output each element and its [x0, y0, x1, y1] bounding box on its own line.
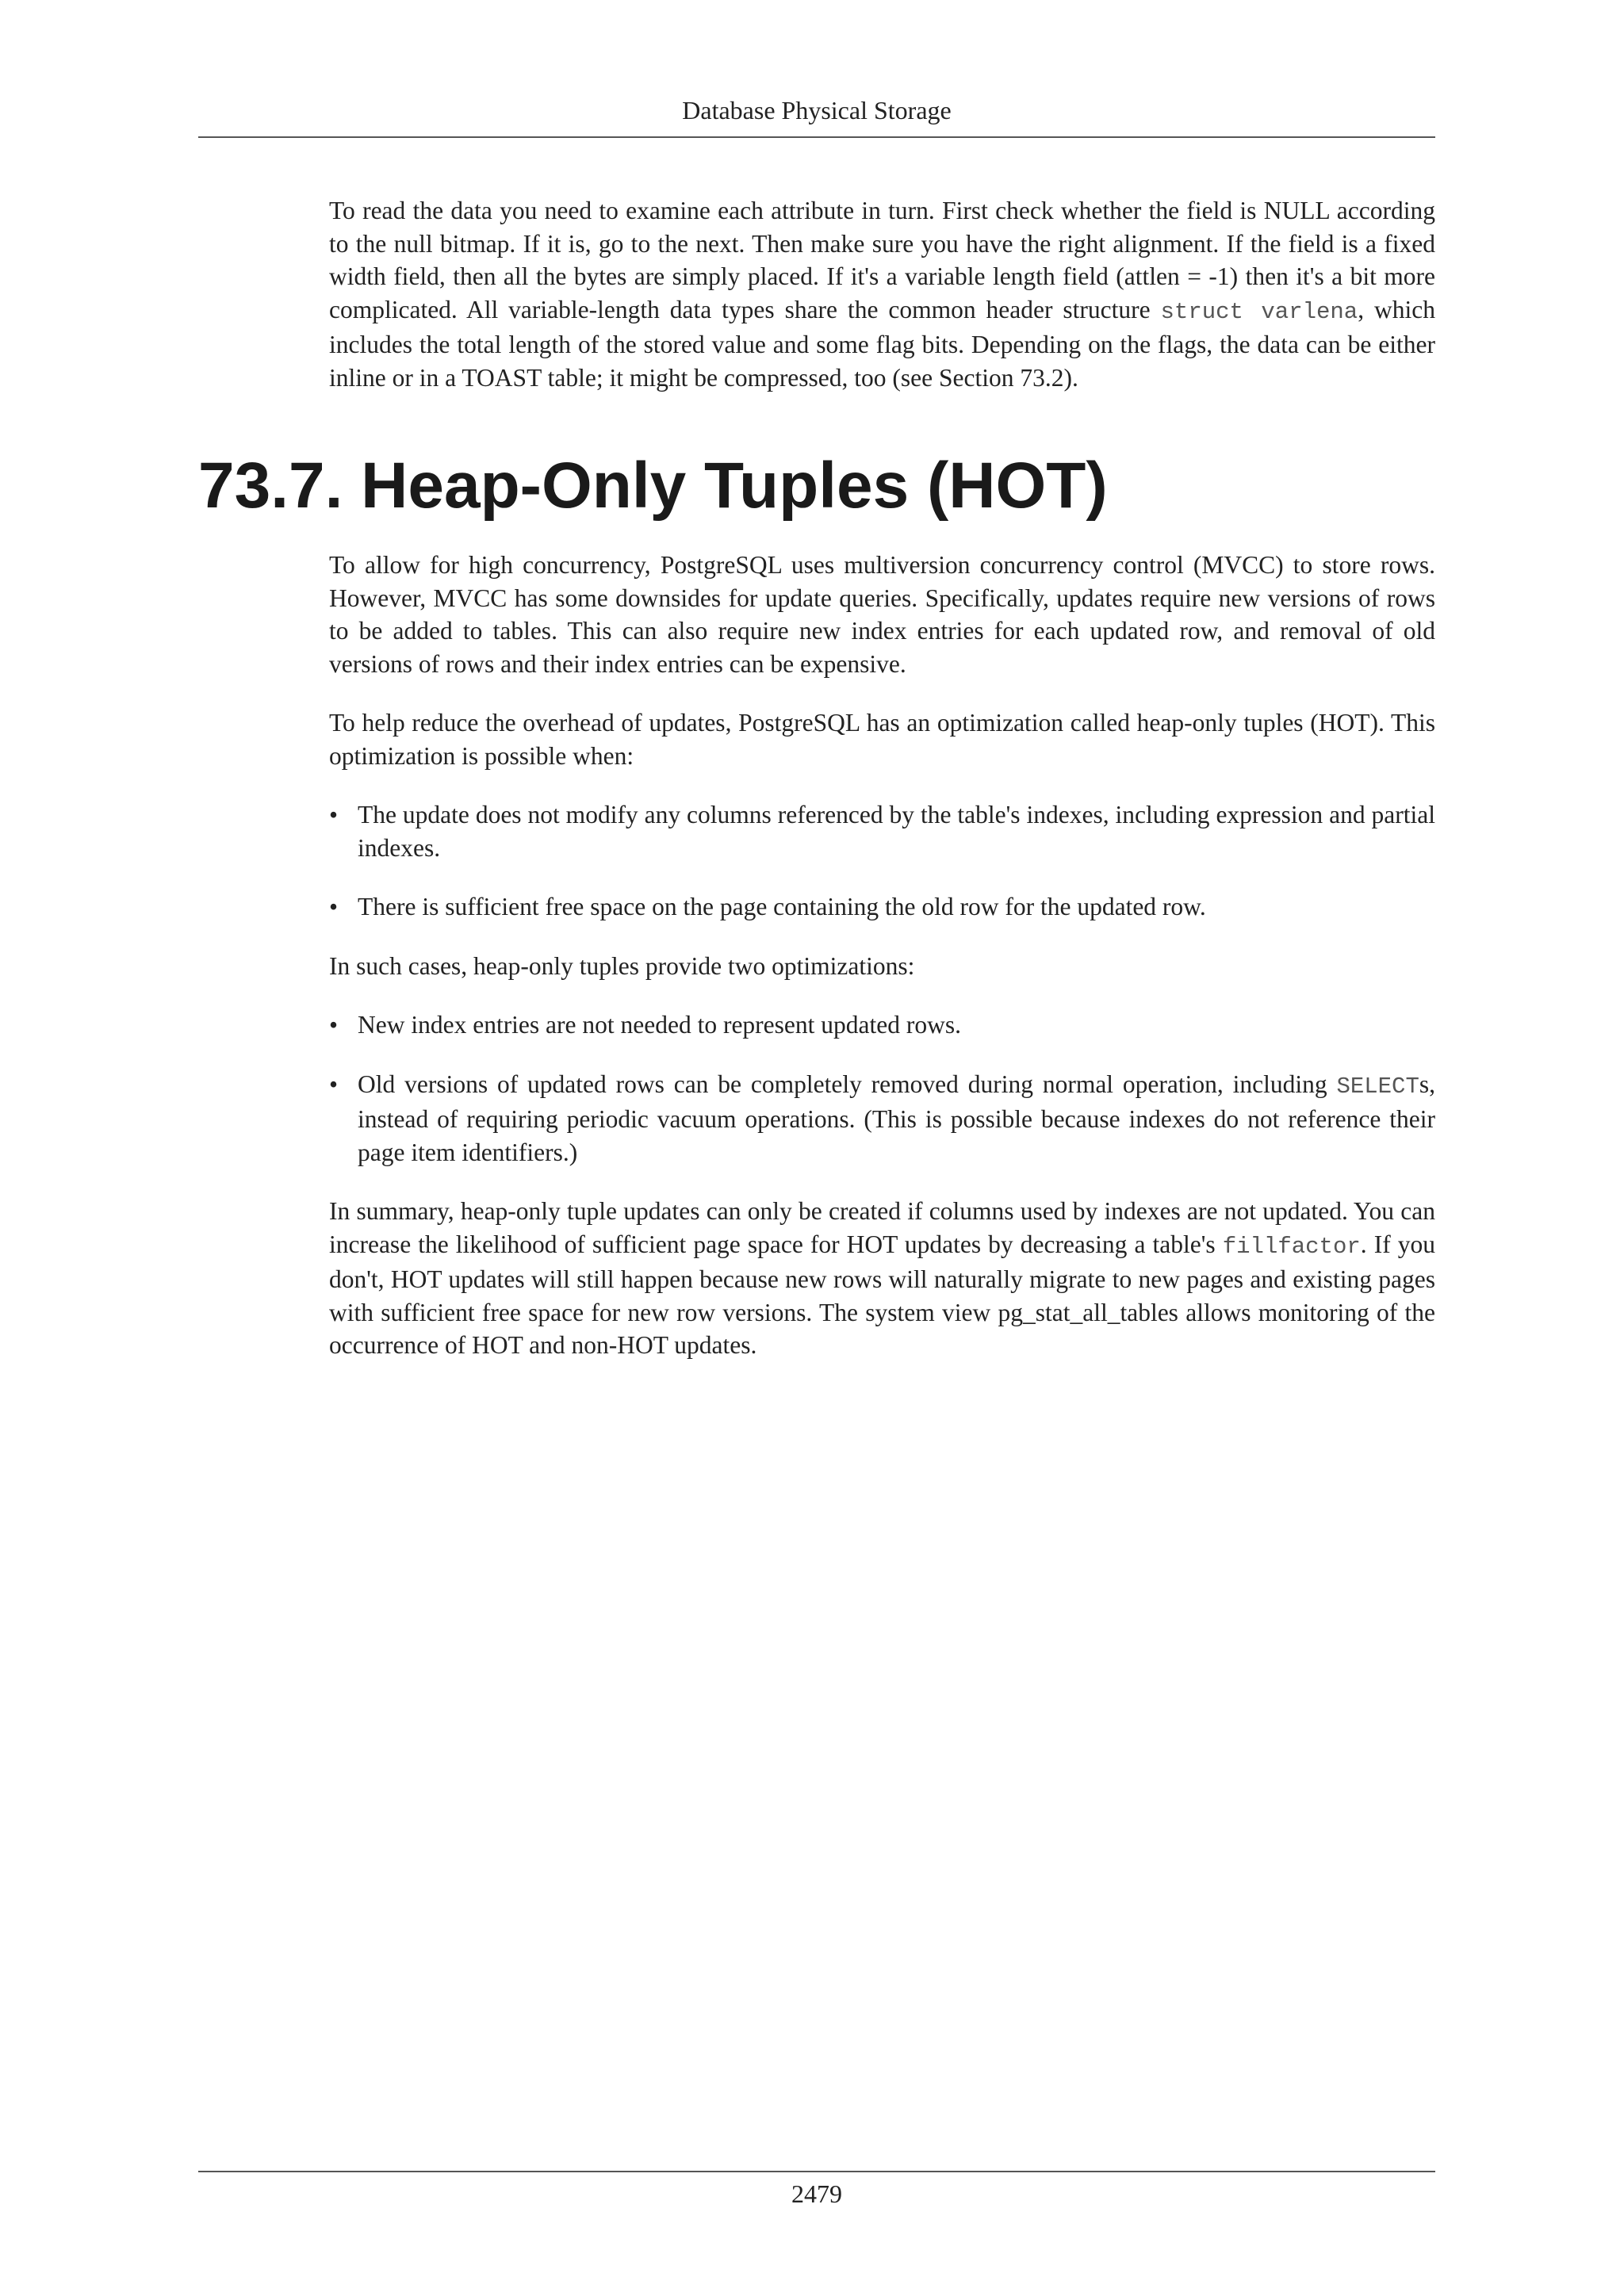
- condition-text: There is sufficient free space on the page containing the old row for the updated row.: [358, 893, 1206, 920]
- condition-text: The update does not modify any columns referenced by the table's indexes, including expression and partial indexes.: [358, 801, 1435, 862]
- section-body: [329, 549, 1435, 1388]
- bullet-icon: •: [329, 1011, 339, 1039]
- summary-text-b: . If you don't, HOT updates will still happen because new rows will naturally migrate to new pages and existing pages with sufficient free space for new row versions. The system view pg_stat_all_tables allows monitoring of the occurrence of HOT and non-HOT updates.: [329, 1230, 1435, 1359]
- paragraph-mvcc: To allow for high concurrency, PostgreSQL uses multiversion concurrency control (MVCC) to store rows. However, MVCC has some downsides for update queries. Specifically, updates require new versions of rows to be added to tables. This can also require new index entries for each updated row, and removal of old versions of rows and their index entries can be expensive.: [329, 551, 1435, 678]
- header-rule: [198, 136, 1435, 138]
- optimization-text: New index entries are not needed to represent updated rows.: [358, 1011, 961, 1039]
- footer-rule: [198, 2171, 1435, 2172]
- select-code: SELECT: [1336, 1073, 1419, 1100]
- intro-text-a: To read the data you need to examine each attribute in turn. First check whether the field is NULL according to the null bitmap. If it is, go to the next. Then make sure you have the right alignment. If the field is a fixed width field, then all the bytes are simply placed. If it's a variable length field (attlen = -1) then it's a bit more complicated. All variable-length data types share the common header structure: [329, 197, 1435, 323]
- bullet-icon: •: [329, 1070, 339, 1098]
- section-title: 73.7. Heap-Only Tuples (HOT): [198, 450, 1108, 522]
- list-item: [329, 1068, 1435, 1169]
- fillfactor-code: fillfactor: [1222, 1233, 1361, 1260]
- paragraph-summary: [329, 1195, 1435, 1362]
- optimizations-list: [329, 1008, 1435, 1169]
- intro-block: [329, 194, 1435, 420]
- intro-paragraph: [329, 194, 1435, 394]
- paragraph-optimizations-intro: In such cases, heap-only tuples provide two optimizations:: [329, 951, 915, 980]
- paragraph-hot-intro: To help reduce the overhead of updates, PostgreSQL has an optimization called heap-only tuples (HOT). This optimization is possible when:: [329, 709, 1435, 770]
- optimization-text-a: Old versions of updated rows can be completely removed during normal operation, including: [358, 1070, 1337, 1098]
- running-header: Database Physical Storage: [682, 96, 952, 124]
- bullet-icon: •: [329, 893, 339, 920]
- optimization-text-b: s, instead of requiring periodic vacuum operations. (This is possible because indexes do not reference their page item identifiers.): [358, 1070, 1435, 1166]
- list-item: [329, 1008, 1435, 1042]
- list-item: [329, 890, 1435, 924]
- summary-text-a: In summary, heap-only tuple updates can only be created if columns used by indexes are not updated. You can increase the likelihood of sufficient page space for HOT updates by decreasing a table's: [329, 1197, 1435, 1258]
- intro-text-b: , which includes the total length of the stored value and some flag bits. Depending on the flags, the data can be either inline or in a TOAST table; it might be compressed, too (see Section 73.2).: [329, 295, 1436, 392]
- conditions-list: [329, 798, 1435, 924]
- bullet-icon: •: [329, 801, 339, 828]
- struct-varlena-code: struct varlena: [1160, 298, 1358, 325]
- page-number: 2479: [791, 2179, 842, 2208]
- list-item: [329, 798, 1435, 864]
